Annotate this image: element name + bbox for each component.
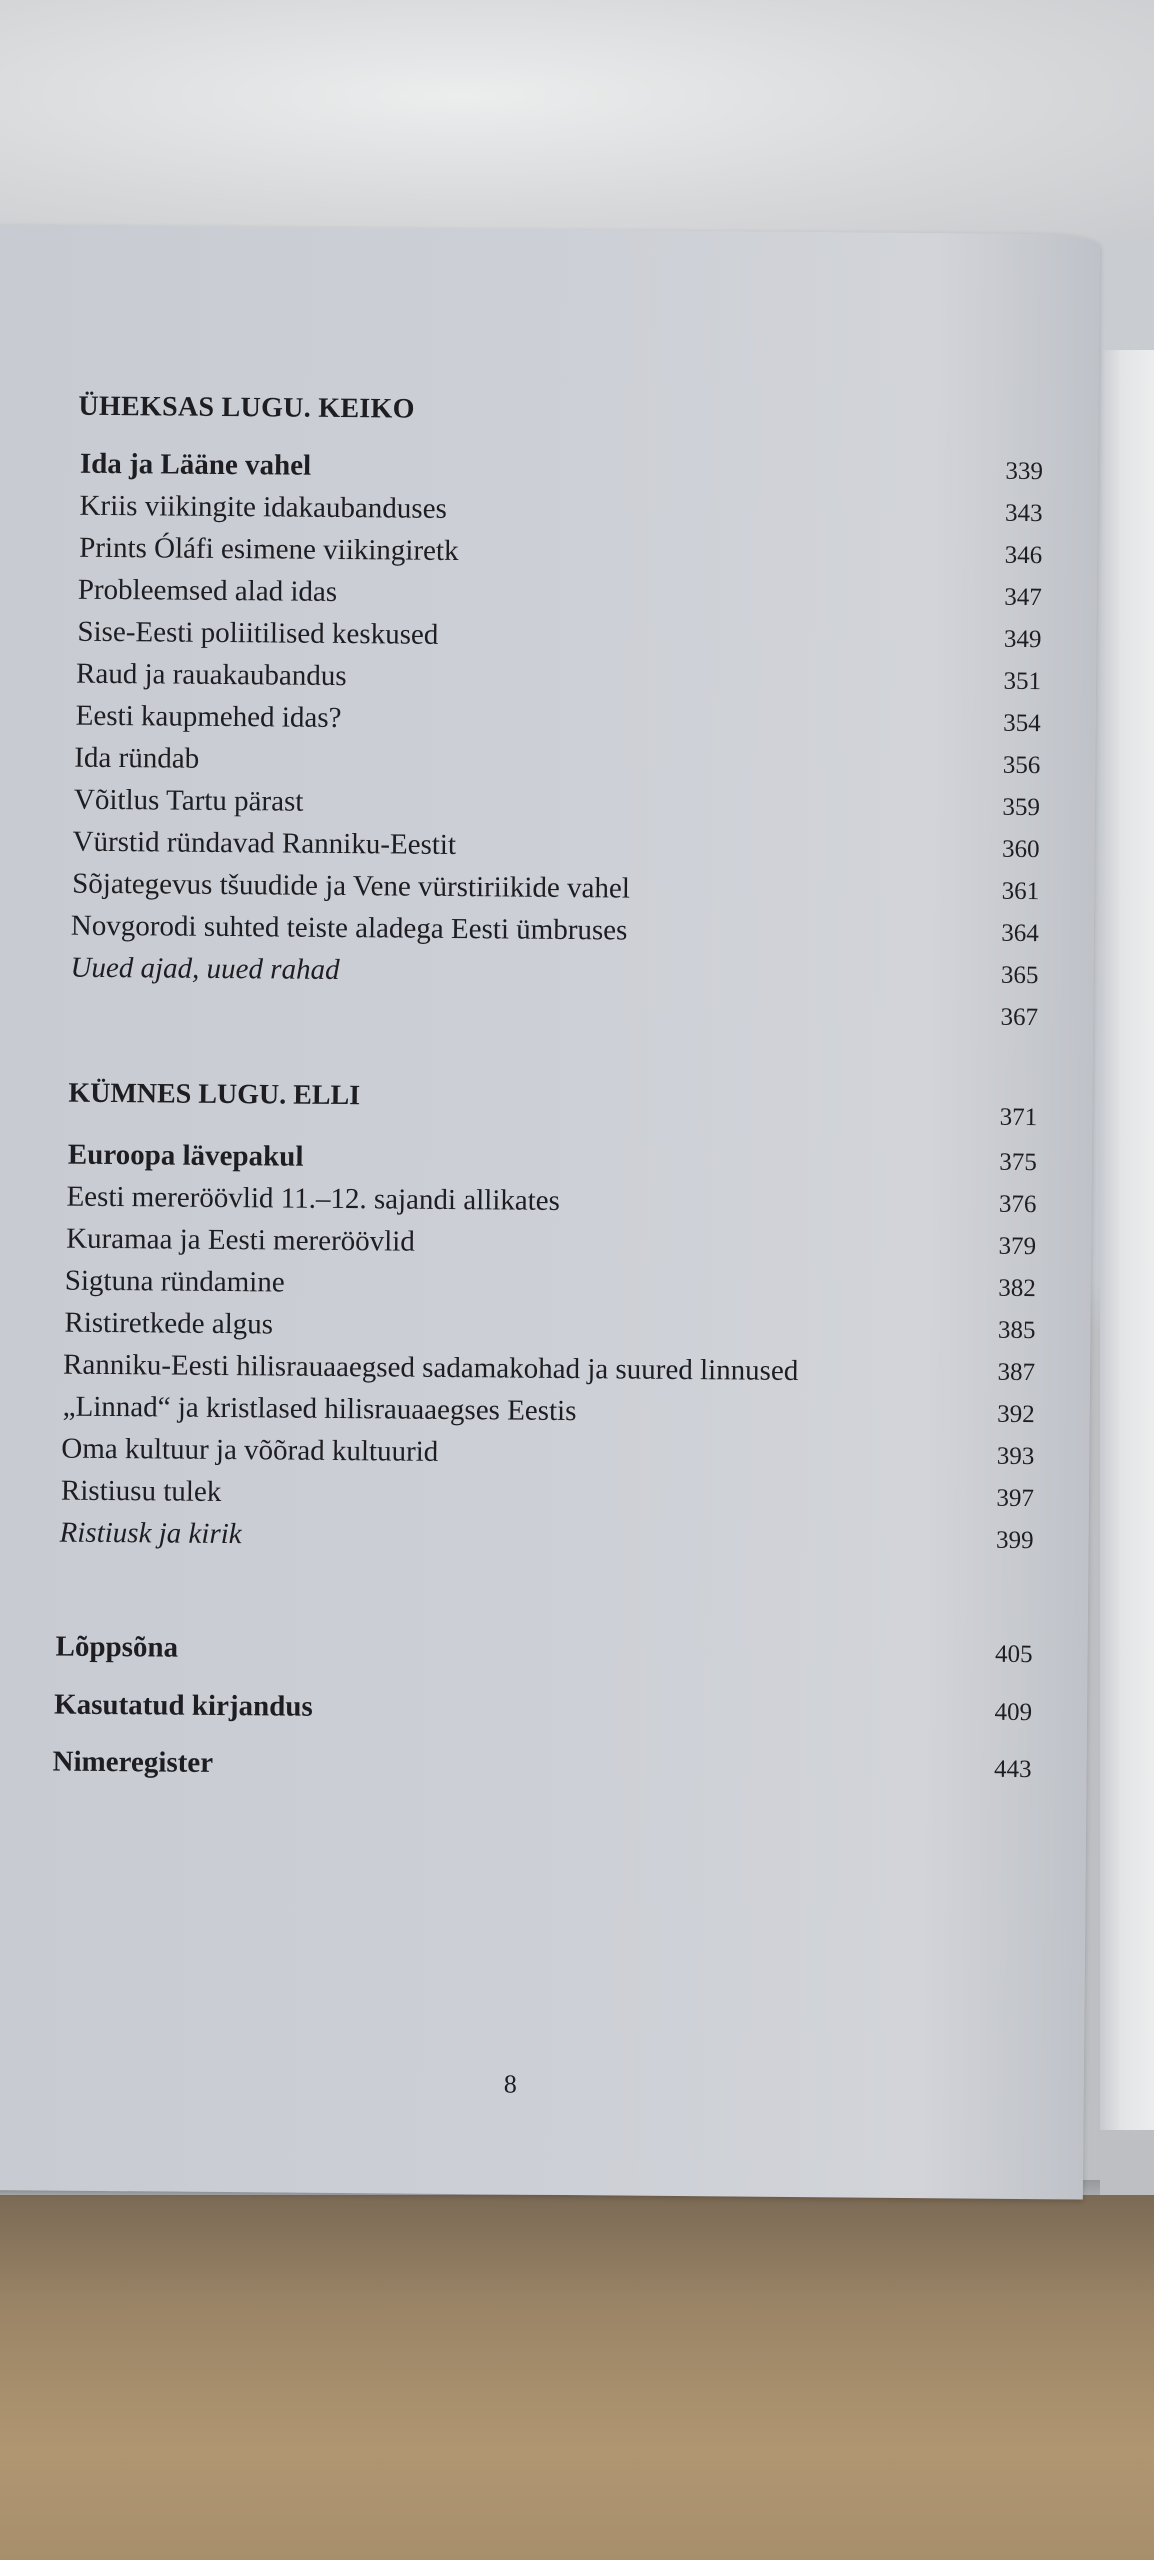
toc-entry-title: Sise-Eesti poliitilised keskused — [77, 615, 439, 651]
toc-entry-page: 339 — [1005, 457, 1044, 486]
toc-entry — [0, 524, 1042, 573]
toc-entry-title: Ristiusk ja kirik — [59, 1516, 242, 1551]
toc-entry-title: Oma kultuur ja võõrad kultuurid — [61, 1432, 439, 1468]
toc-entry-page: 346 — [1004, 541, 1043, 570]
toc-entry-title: Sõjategevus tšuudide ja Vene vürstiriikide vahel — [72, 867, 630, 905]
toc-entry-title: Probleemsed alad idas — [77, 573, 338, 608]
toc-trailing-page — [0, 986, 1038, 1035]
toc-entry-title: Ristiretkede algus — [64, 1306, 274, 1341]
toc-entry — [0, 1299, 1036, 1348]
toc-entry — [0, 902, 1039, 951]
toc-entry-page: 399 — [995, 1526, 1034, 1555]
toc-entry-page: 354 — [1003, 709, 1041, 738]
toc-entry-title: „Linnad“ ja kristlased hilisrauaaegses Eestis — [62, 1390, 577, 1428]
page-number: 8 — [503, 2069, 517, 2099]
background-top — [0, 0, 1154, 240]
toc-entry-page: 351 — [1003, 667, 1042, 696]
toc-entry — [0, 566, 1042, 615]
toc-entry-title: Nimeregister — [52, 1745, 214, 1779]
toc-entry — [0, 650, 1041, 699]
toc-entry-page: 356 — [1002, 751, 1041, 780]
toc-entry-title: Kriis viikingite idakaubanduses — [79, 489, 447, 525]
toc-entry — [0, 1383, 1035, 1432]
toc-entry-page: 371 — [999, 1103, 1038, 1132]
toc-entry — [0, 860, 1039, 909]
toc-entry-backmatter — [0, 1738, 1032, 1787]
toc-entry-page: 379 — [998, 1232, 1037, 1261]
toc-entry — [0, 1425, 1034, 1474]
toc-entry — [0, 692, 1041, 741]
toc-entry-page: 382 — [998, 1274, 1036, 1303]
toc-entry-title: Novgorodi suhted teiste aladega Eesti ümbruses — [70, 909, 628, 947]
toc-entry-page: 367 — [1000, 1003, 1039, 1032]
toc-entry-page: 393 — [996, 1442, 1035, 1471]
chapter-heading-row — [0, 1070, 1038, 1132]
toc-entry-title: Vürstid ründavad Ranniku-Eestit — [72, 825, 457, 862]
toc-entry — [0, 944, 1039, 993]
toc-entry-title: Kuramaa ja Eesti mereröövlid — [66, 1222, 415, 1258]
toc-entry-title: Prints Óláfi esimene viikingiretk — [79, 531, 459, 568]
chapter-heading: KÜMNES LUGU. ELLI — [68, 1077, 361, 1112]
toc-entry-page: 360 — [1001, 835, 1040, 864]
toc-entry-title: Ida ja Lääne vahel — [79, 447, 312, 482]
toc-entry-title: Raud ja rauakaubandus — [75, 657, 347, 693]
toc-entry-title: Uued ajad, uued rahad — [70, 951, 340, 986]
table-surface — [0, 2195, 1154, 2560]
toc-entry — [0, 1173, 1037, 1222]
toc-entry — [0, 1131, 1037, 1180]
toc-entry-page: 343 — [1004, 499, 1043, 528]
toc-entry-title: Kasutatud kirjandus — [53, 1688, 313, 1723]
toc-entry-title: Euroopa lävepakul — [67, 1138, 304, 1173]
toc-entry-backmatter — [0, 1681, 1032, 1730]
toc-entry-page: 375 — [999, 1148, 1037, 1177]
chapter-heading: ÜHEKSAS LUGU. KEIKO — [78, 390, 415, 425]
toc-entry — [0, 1341, 1035, 1390]
toc-entry — [0, 1257, 1036, 1306]
toc-entry-title: Ranniku-Eesti hilisrauaaegsed sadamakohad ja suured linnused — [62, 1348, 799, 1388]
toc-entry — [0, 1215, 1036, 1264]
toc-entry-page: 347 — [1004, 583, 1042, 612]
facing-page-edge — [1100, 350, 1154, 2130]
toc-entry — [0, 776, 1040, 825]
toc-entry-page: 392 — [997, 1400, 1035, 1429]
book-page — [0, 225, 1100, 2200]
toc-entry-page: 409 — [994, 1698, 1033, 1727]
toc-entry-backmatter — [0, 1623, 1033, 1672]
toc-entry-title: Eesti mereröövlid 11.–12. sajandi allikates — [66, 1180, 561, 1217]
toc-entry — [0, 482, 1043, 531]
toc-entry — [0, 440, 1043, 489]
toc-entry-title: Lõppsõna — [55, 1630, 179, 1664]
toc-entry-page: 359 — [1002, 793, 1041, 822]
toc-entry-page: 365 — [1000, 961, 1039, 990]
toc-entry — [0, 734, 1041, 783]
toc-entry — [0, 1509, 1034, 1558]
toc-entry-page: 376 — [998, 1190, 1037, 1219]
toc-entry — [0, 1467, 1034, 1516]
toc-entry-title: Ristiusu tulek — [60, 1474, 222, 1508]
toc-entry-page: 364 — [1001, 919, 1039, 948]
toc-entry-title: Võitlus Tartu pärast — [73, 783, 304, 818]
toc-entry — [0, 818, 1040, 867]
toc-entry-page: 349 — [1003, 625, 1042, 654]
toc-entry-title: Ida ründab — [74, 741, 200, 775]
toc-entry-title: Eesti kaupmehed idas? — [75, 699, 342, 734]
toc-entry-page: 443 — [993, 1755, 1032, 1784]
table-of-contents — [0, 225, 1100, 2200]
toc-entry-page: 397 — [996, 1484, 1035, 1513]
toc-entry-page: 387 — [997, 1358, 1036, 1387]
toc-entry-page: 385 — [997, 1316, 1036, 1345]
toc-entry-title: Sigtuna ründamine — [64, 1264, 285, 1299]
toc-entry — [0, 608, 1042, 657]
toc-entry-page: 405 — [994, 1640, 1033, 1669]
toc-entry-page: 361 — [1001, 877, 1040, 906]
